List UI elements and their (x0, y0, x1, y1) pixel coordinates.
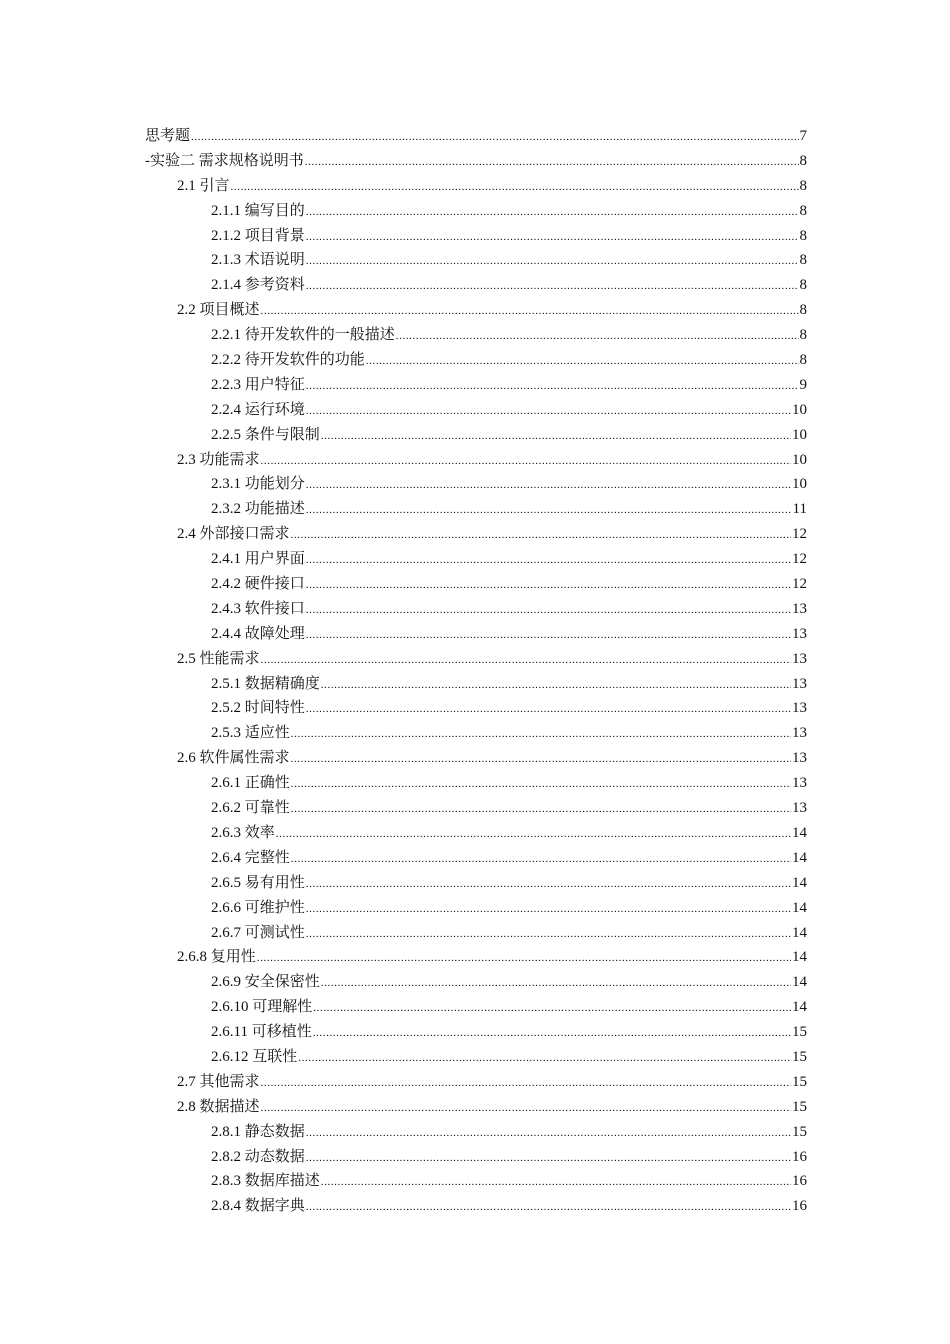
toc-entry-label: 2.6 软件属性需求 (177, 750, 290, 767)
toc-dot-leader (321, 424, 791, 449)
toc-entry-label: 2.6.9 安全保密性 (211, 974, 320, 991)
toc-entry[interactable] (145, 921, 807, 946)
toc-entry-label: 2.8.2 动态数据 (211, 1148, 305, 1165)
toc-entry-label: 2.5.3 适应性 (211, 725, 290, 742)
toc-dot-leader (321, 971, 791, 996)
toc-entry-page-number: 9 (799, 376, 807, 393)
toc-entry-page-number: 13 (792, 650, 807, 667)
toc-entry[interactable] (145, 1145, 807, 1170)
toc-entry-label: 2.6.7 可测试性 (211, 924, 305, 941)
table-of-contents (145, 124, 807, 1219)
toc-entry-page-number: 8 (799, 227, 807, 244)
toc-entry-page-number: 10 (792, 401, 807, 418)
toc-dot-leader (321, 1170, 791, 1195)
toc-entry-label: 2.6.2 可靠性 (211, 800, 290, 817)
toc-entry[interactable] (145, 846, 807, 871)
toc-entry-page-number: 8 (799, 252, 807, 269)
toc-entry[interactable] (145, 572, 807, 597)
toc-dot-leader (291, 847, 791, 872)
toc-entry[interactable] (145, 796, 807, 821)
toc-entry-label: 2.1.4 参考资料 (211, 277, 305, 294)
toc-dot-leader (306, 399, 791, 424)
toc-entry-page-number: 13 (792, 675, 807, 692)
toc-entry-label: 2.6.12 互联性 (211, 1048, 298, 1065)
toc-entry[interactable] (145, 597, 807, 622)
toc-entry[interactable] (145, 771, 807, 796)
toc-entry-label: 2.4.1 用户界面 (211, 551, 305, 568)
toc-dot-leader (261, 1096, 791, 1121)
toc-dot-leader (306, 374, 799, 399)
toc-entry-page-number: 16 (792, 1198, 807, 1215)
toc-entry[interactable] (145, 472, 807, 497)
toc-entry-page-number: 14 (792, 924, 807, 941)
toc-entry-label: 2.3.1 功能划分 (211, 476, 305, 493)
toc-dot-leader (261, 648, 791, 673)
toc-entry-label: 2.8.4 数据字典 (211, 1198, 305, 1215)
toc-entry-page-number: 15 (792, 1024, 807, 1041)
toc-entry-label: 2.5.1 数据精确度 (211, 675, 320, 692)
toc-dot-leader (306, 249, 799, 274)
toc-entry-page-number: 15 (792, 1073, 807, 1090)
toc-entry-label: 2.2.3 用户特征 (211, 376, 305, 393)
toc-entry-label: 2.6.4 完整性 (211, 849, 290, 866)
toc-entry-page-number: 16 (792, 1173, 807, 1190)
toc-entry-page-number: 8 (799, 152, 807, 169)
toc-entry[interactable] (145, 1020, 807, 1045)
toc-entry[interactable] (145, 1070, 807, 1095)
toc-entry[interactable] (145, 547, 807, 572)
toc-dot-leader (306, 1195, 791, 1220)
toc-dot-leader (366, 349, 799, 374)
toc-entry[interactable] (145, 1095, 807, 1120)
toc-dot-leader (191, 125, 798, 150)
toc-dot-leader (257, 946, 791, 971)
toc-entry-label: -实验二 需求规格说明书 (145, 152, 304, 169)
toc-entry[interactable] (145, 149, 807, 174)
toc-entry-page-number: 15 (792, 1048, 807, 1065)
toc-entry-page-number: 13 (792, 775, 807, 792)
toc-entry[interactable] (145, 647, 807, 672)
toc-entry-page-number: 14 (792, 824, 807, 841)
toc-dot-leader (305, 150, 799, 175)
toc-dot-leader (306, 573, 791, 598)
toc-dot-leader (306, 697, 791, 722)
toc-dot-leader (291, 747, 791, 772)
toc-entry-page-number: 8 (799, 202, 807, 219)
toc-entry-label: 2.6.6 可维护性 (211, 899, 305, 916)
toc-entry-label: 2.4.4 故障处理 (211, 625, 305, 642)
toc-entry-label: 2.1 引言 (177, 177, 230, 194)
toc-entry-page-number: 14 (792, 849, 807, 866)
toc-dot-leader (306, 897, 791, 922)
toc-entry-label: 2.8 数据描述 (177, 1098, 260, 1115)
toc-entry-label: 2.4 外部接口需求 (177, 526, 290, 543)
toc-entry-label: 2.8.3 数据库描述 (211, 1173, 320, 1190)
toc-dot-leader (313, 996, 791, 1021)
toc-entry-label: 2.8.1 静态数据 (211, 1123, 305, 1140)
toc-entry-page-number: 12 (792, 551, 807, 568)
toc-entry-label: 2.3.2 功能描述 (211, 501, 305, 518)
toc-entry-page-number: 8 (799, 177, 807, 194)
toc-dot-leader (306, 1146, 791, 1171)
toc-dot-leader (313, 1021, 791, 1046)
toc-entry[interactable] (145, 423, 807, 448)
toc-entry-label: 2.3 功能需求 (177, 451, 260, 468)
toc-entry[interactable] (145, 174, 807, 199)
toc-entry-page-number: 8 (799, 302, 807, 319)
toc-entry[interactable] (145, 821, 807, 846)
toc-entry-page-number: 16 (792, 1148, 807, 1165)
toc-entry-page-number: 12 (792, 576, 807, 593)
toc-entry[interactable] (145, 248, 807, 273)
toc-dot-leader (298, 1046, 791, 1071)
toc-dot-leader (291, 772, 791, 797)
toc-entry[interactable] (145, 398, 807, 423)
toc-entry-label: 2.2 项目概述 (177, 302, 260, 319)
toc-entry-page-number: 14 (792, 874, 807, 891)
toc-dot-leader (291, 523, 791, 548)
toc-dot-leader (306, 872, 791, 897)
toc-entry-page-number: 13 (792, 725, 807, 742)
toc-entry[interactable] (145, 871, 807, 896)
toc-entry-page-number: 7 (799, 128, 807, 144)
toc-entry-label: 思考题 (145, 128, 191, 144)
toc-entry-label: 2.2.1 待开发软件的一般描述 (211, 327, 395, 344)
toc-dot-leader (261, 1071, 791, 1096)
toc-entry-label: 2.6.3 效率 (211, 824, 275, 841)
toc-entry-page-number: 13 (792, 800, 807, 817)
toc-entry-page-number: 10 (792, 476, 807, 493)
toc-entry[interactable] (145, 497, 807, 522)
toc-entry[interactable] (145, 199, 807, 224)
toc-dot-leader (306, 225, 799, 250)
toc-dot-leader (306, 274, 799, 299)
toc-dot-leader (276, 822, 791, 847)
toc-dot-leader (306, 623, 791, 648)
toc-dot-leader (306, 498, 792, 523)
toc-dot-leader (291, 797, 791, 822)
toc-entry[interactable] (145, 746, 807, 771)
toc-entry-label: 2.6.10 可理解性 (211, 999, 313, 1016)
toc-entry[interactable] (145, 1194, 807, 1219)
toc-entry[interactable] (145, 1169, 807, 1194)
toc-dot-leader (306, 200, 799, 225)
toc-entry-label: 2.2.5 条件与限制 (211, 426, 320, 443)
toc-dot-leader (396, 324, 799, 349)
toc-entry[interactable] (145, 945, 807, 970)
toc-entry[interactable] (145, 124, 807, 149)
toc-entry[interactable] (145, 896, 807, 921)
toc-entry-page-number: 8 (799, 277, 807, 294)
toc-entry[interactable] (145, 273, 807, 298)
toc-dot-leader (321, 673, 791, 698)
toc-entry-page-number: 14 (792, 999, 807, 1016)
toc-dot-leader (231, 175, 799, 200)
toc-entry-label: 2.6.11 可移植性 (211, 1024, 312, 1041)
toc-entry-label: 2.5.2 时间特性 (211, 700, 305, 717)
toc-dot-leader (261, 299, 799, 324)
toc-entry-page-number: 14 (792, 974, 807, 991)
toc-entry-page-number: 14 (792, 899, 807, 916)
toc-entry-page-number: 13 (792, 750, 807, 767)
toc-entry-page-number: 8 (799, 327, 807, 344)
toc-entry-page-number: 11 (792, 501, 807, 518)
toc-entry[interactable] (145, 995, 807, 1020)
toc-entry-label: 2.6.1 正确性 (211, 775, 290, 792)
toc-entry-label: 2.6.5 易有用性 (211, 874, 305, 891)
toc-entry[interactable] (145, 224, 807, 249)
toc-entry[interactable] (145, 522, 807, 547)
toc-dot-leader (291, 722, 791, 747)
toc-entry-label: 2.4.3 软件接口 (211, 600, 305, 617)
toc-entry-page-number: 13 (792, 600, 807, 617)
toc-entry-page-number: 12 (792, 526, 807, 543)
toc-entry[interactable] (145, 348, 807, 373)
toc-entry[interactable] (145, 1045, 807, 1070)
toc-entry-page-number: 13 (792, 625, 807, 642)
toc-entry-page-number: 8 (799, 352, 807, 369)
toc-entry[interactable] (145, 298, 807, 323)
toc-entry[interactable] (145, 373, 807, 398)
toc-entry[interactable] (145, 622, 807, 647)
toc-entry[interactable] (145, 323, 807, 348)
toc-dot-leader (306, 922, 791, 947)
toc-dot-leader (261, 449, 791, 474)
toc-entry-label: 2.6.8 复用性 (177, 949, 256, 966)
toc-entry-page-number: 15 (792, 1098, 807, 1115)
toc-entry[interactable] (145, 672, 807, 697)
toc-entry[interactable] (145, 721, 807, 746)
toc-entry-label: 2.7 其他需求 (177, 1073, 260, 1090)
toc-entry-label: 2.2.2 待开发软件的功能 (211, 352, 365, 369)
toc-dot-leader (306, 548, 791, 573)
toc-entry[interactable] (145, 448, 807, 473)
toc-entry-page-number: 10 (792, 451, 807, 468)
toc-entry-label: 2.1.2 项目背景 (211, 227, 305, 244)
toc-entry[interactable] (145, 970, 807, 995)
toc-entry-page-number: 10 (792, 426, 807, 443)
toc-entry-label: 2.5 性能需求 (177, 650, 260, 667)
toc-entry-label: 2.4.2 硬件接口 (211, 576, 305, 593)
toc-dot-leader (306, 1121, 791, 1146)
toc-entry-page-number: 14 (792, 949, 807, 966)
toc-entry-page-number: 15 (792, 1123, 807, 1140)
toc-entry[interactable] (145, 696, 807, 721)
toc-entry-label: 2.2.4 运行环境 (211, 401, 305, 418)
toc-entry-page-number: 13 (792, 700, 807, 717)
toc-entry[interactable] (145, 1120, 807, 1145)
toc-dot-leader (306, 473, 791, 498)
toc-entry-label: 2.1.3 术语说明 (211, 252, 305, 269)
toc-dot-leader (306, 598, 791, 623)
toc-entry-label: 2.1.1 编写目的 (211, 202, 305, 219)
